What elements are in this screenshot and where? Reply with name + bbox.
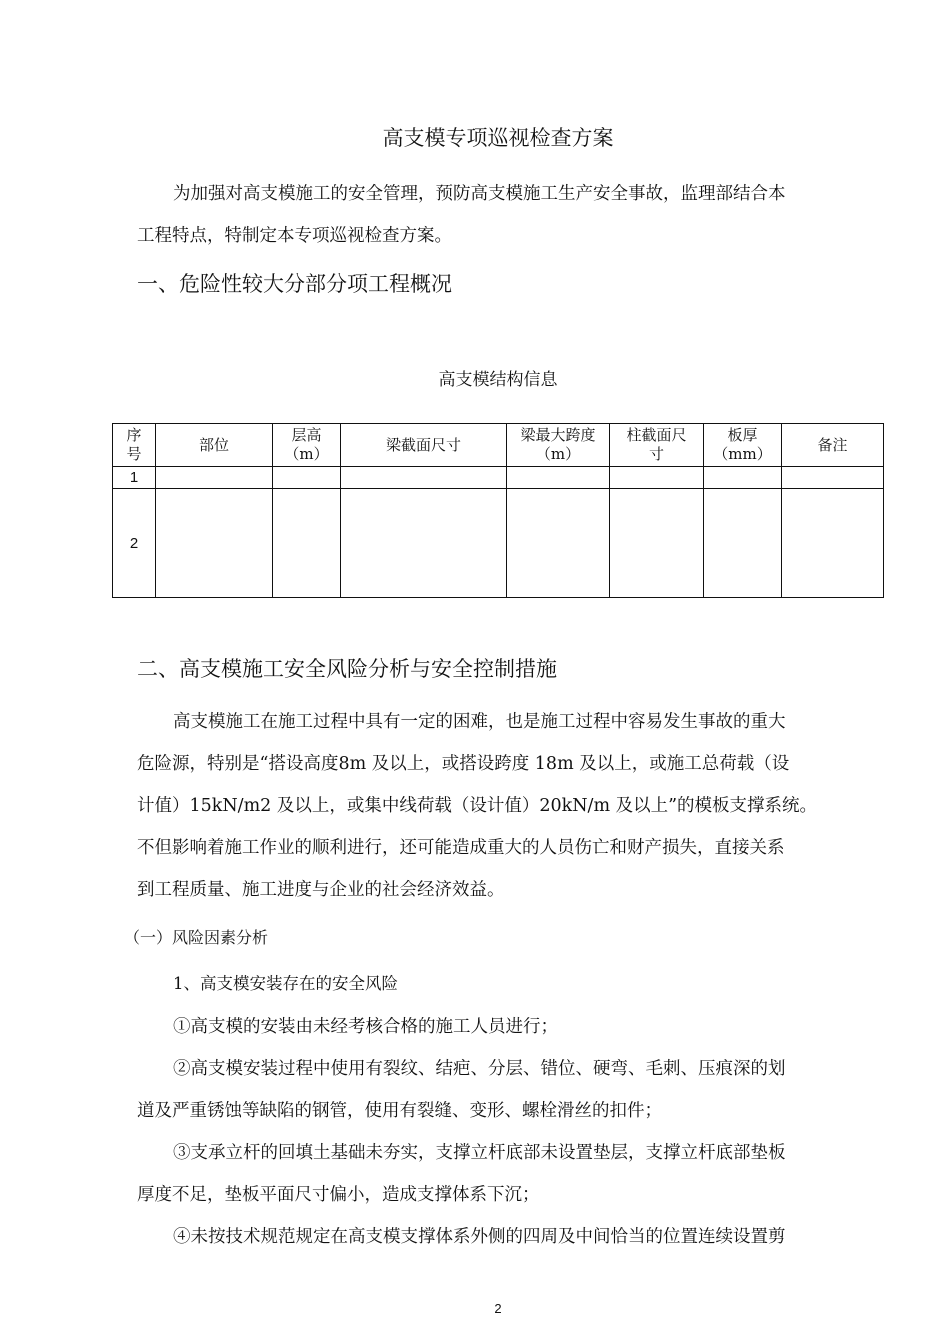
header-cell-floor-height: [273, 424, 341, 467]
subsection-install-risks: 1、高支模安装存在的安全风险: [173, 974, 398, 993]
document-title: 高支模专项巡视检查方案: [382, 126, 614, 150]
section-2-para-line-2: 危险源，特别是“搭设高度8m 及以上，或搭设跨度 18m 及以上，或施工总荷载（设: [137, 754, 790, 774]
header-text: 序: [126, 426, 142, 444]
table-cell: [610, 467, 704, 489]
risk-item-1: ①高支模的安装由未经考核合格的施工人员进行；: [173, 1017, 558, 1037]
table-cell: [507, 467, 610, 489]
risk-item-4-line-1: ④未按技术规范规定在高支模支撑体系外侧的四周及中间恰当的位置连续设置剪: [173, 1227, 786, 1247]
header-text: （m）: [535, 445, 581, 463]
section-1-heading: 一、危险性较大分部分项工程概况: [137, 272, 452, 296]
header-cell-index: [113, 424, 156, 467]
table-header-row: [113, 424, 884, 467]
header-text: （mm）: [713, 445, 772, 463]
table-title: 高支模结构信息: [438, 370, 558, 390]
header-cell-column-section: [610, 424, 704, 467]
header-text: 梁截面尺寸: [385, 435, 461, 454]
section-2-para-line-1: 高支模施工在施工过程中具有一定的困难，也是施工过程中容易发生事故的重大: [173, 712, 786, 732]
risk-item-2-line-2: 道及严重锈蚀等缺陷的钢管，使用有裂缝、变形、螺栓滑丝的扣件；: [137, 1101, 662, 1121]
section-2-para-line-3: 计值）15kN/m2 及以上，或集中线荷载（设计值）20kN/m 及以上”的模板支撑系统。: [137, 796, 818, 816]
structure-info-table: [112, 423, 884, 598]
header-text: 层高: [291, 426, 322, 444]
table-cell: [341, 467, 507, 489]
table-cell: [704, 489, 782, 598]
table-row: [113, 489, 884, 598]
intro-line-1: 为加强对高支模施工的安全管理，预防高支模施工生产安全事故，监理部结合本: [173, 184, 786, 204]
section-2-heading: 二、高支模施工安全风险分析与安全控制措施: [137, 657, 557, 681]
intro-line-2: 工程特点，特制定本专项巡视检查方案。: [137, 226, 452, 246]
header-text: 备注: [817, 435, 848, 454]
header-text: （m）: [284, 445, 329, 463]
risk-item-2-line-1: ②高支模安装过程中使用有裂纹、结疤、分层、错位、硬弯、毛刺、压痕深的划: [173, 1059, 786, 1079]
header-text: 板厚: [727, 426, 758, 444]
table-cell: 2: [113, 489, 156, 598]
risk-item-3-line-1: ③支承立杆的回填土基础未夯实，支撑立杆底部未设置垫层，支撑立杆底部垫板: [173, 1143, 786, 1163]
risk-item-3-line-2: 厚度不足，垫板平面尺寸偏小，造成支撑体系下沉；: [137, 1185, 540, 1205]
table-cell: [156, 467, 273, 489]
header-text: 寸: [648, 445, 664, 463]
header-text: 部位: [198, 435, 229, 454]
table-cell: [610, 489, 704, 598]
header-cell-beam-span: [507, 424, 610, 467]
section-2-para-line-5: 到工程质量、施工进度与企业的社会经济效益。: [137, 880, 505, 900]
table-cell: [704, 467, 782, 489]
header-text: 梁最大跨度: [520, 426, 596, 444]
table-cell: [273, 467, 341, 489]
table-cell: [782, 489, 884, 598]
header-cell-beam-section: [341, 424, 507, 467]
page-number: 2: [494, 1301, 502, 1316]
header-text: 号: [126, 445, 142, 463]
header-cell-remarks: [782, 424, 884, 467]
table-cell: [782, 467, 884, 489]
table-cell: [507, 489, 610, 598]
header-text: 柱截面尺: [626, 426, 687, 444]
table-cell: 1: [113, 467, 156, 489]
header-cell-location: [156, 424, 273, 467]
section-2-para-line-4: 不但影响着施工作业的顺利进行，还可能造成重大的人员伤亡和财产损失，直接关系: [137, 838, 785, 858]
table-row: [113, 467, 884, 489]
table-cell: [273, 489, 341, 598]
table-cell: [156, 489, 273, 598]
subsection-risk-factors: （一）风险因素分析: [124, 928, 269, 947]
table-cell: [341, 489, 507, 598]
header-cell-slab-thickness: [704, 424, 782, 467]
